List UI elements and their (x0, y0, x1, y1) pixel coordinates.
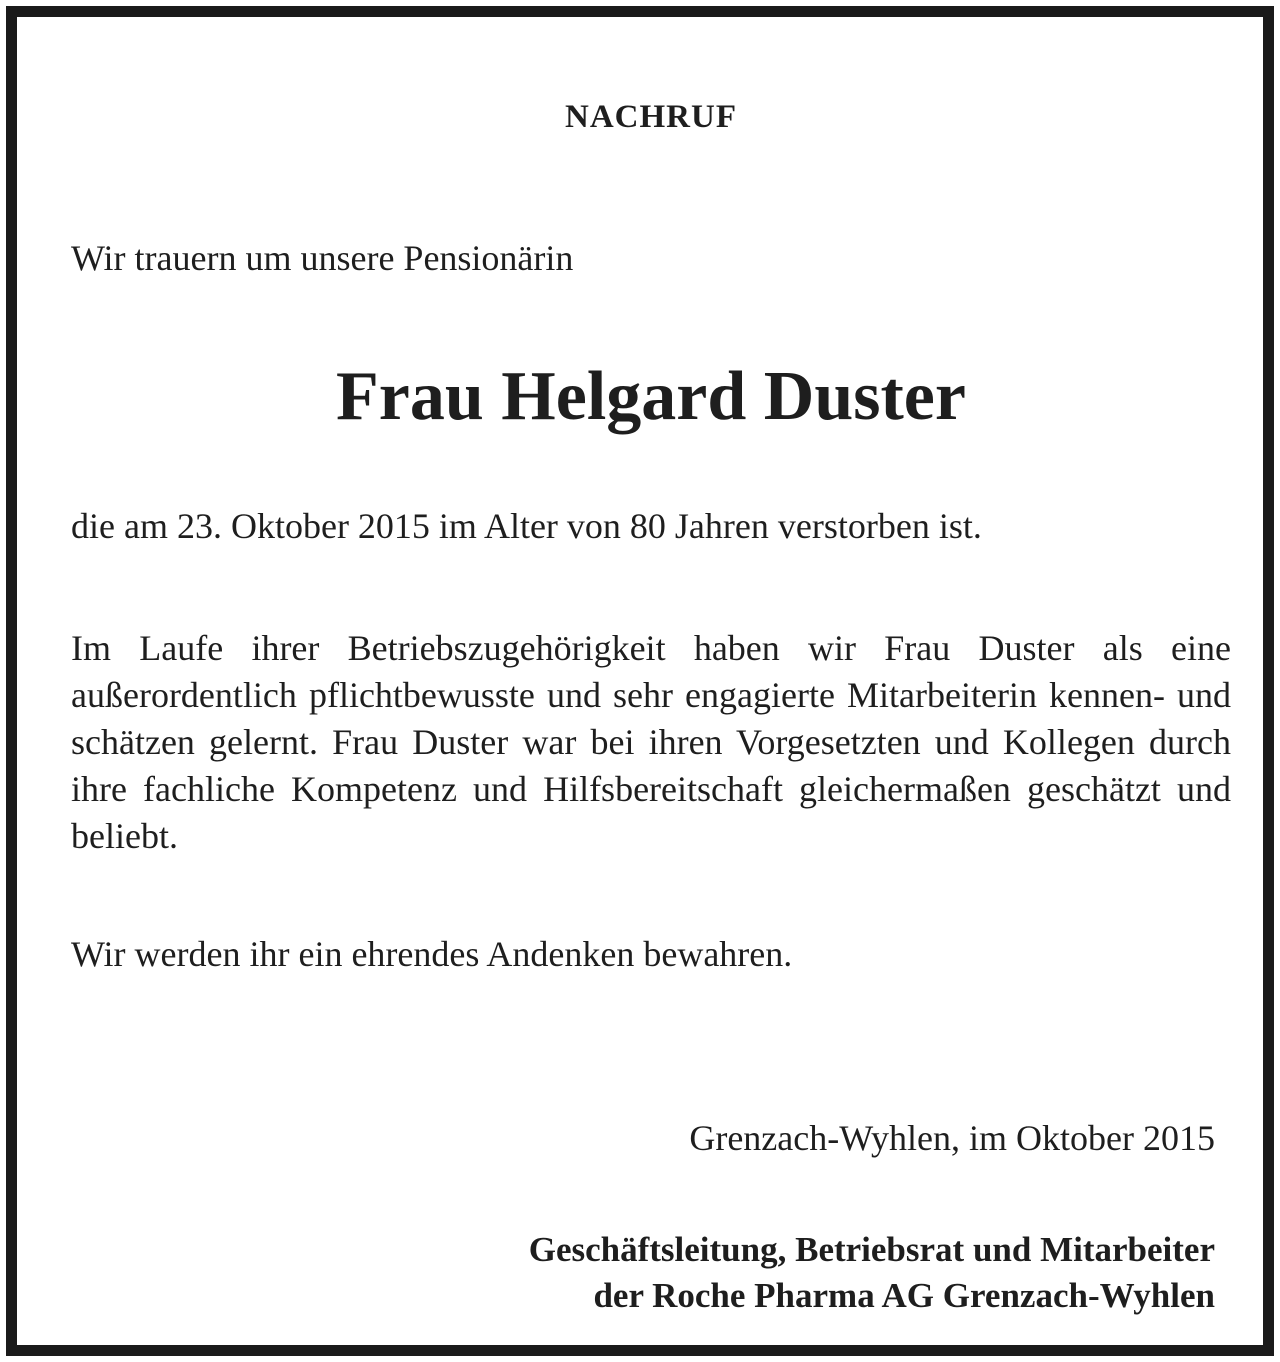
signature-block (529, 1227, 1215, 1319)
obituary-notice (6, 6, 1274, 1356)
place-date: Grenzach-Wyhlen, im Oktober 2015 (689, 1118, 1215, 1158)
notice-heading: NACHRUF (565, 99, 737, 135)
deceased-name: Frau Helgard Duster (336, 358, 966, 435)
death-date-line: die am 23. Oktober 2015 im Alter von 80 Jahren verstorben ist. (71, 506, 982, 546)
signature-line-1: Geschäftsleitung, Betriebsrat und Mitarbeiter (528, 1230, 1215, 1269)
intro-line: Wir trauern um unsere Pensionärin (71, 238, 574, 278)
closing-line: Wir werden ihr ein ehrendes Andenken bewahren. (71, 934, 793, 974)
signature-line-2: der Roche Pharma AG Grenzach-Wyhlen (593, 1276, 1215, 1315)
tribute-paragraph: Im Laufe ihrer Betriebszugehörigkeit haben wir Frau Duster als eine außerordentlich pflichtbewusste und sehr engagierte Mitarbeiterin kennen- und schätzen gelernt. Frau Duster war bei ihren Vorgesetzten und Kollegen durch ihre fachliche Kompetenz und Hilfsbereitschaft gleichermaßen geschätzt und beliebt. (71, 628, 1231, 856)
